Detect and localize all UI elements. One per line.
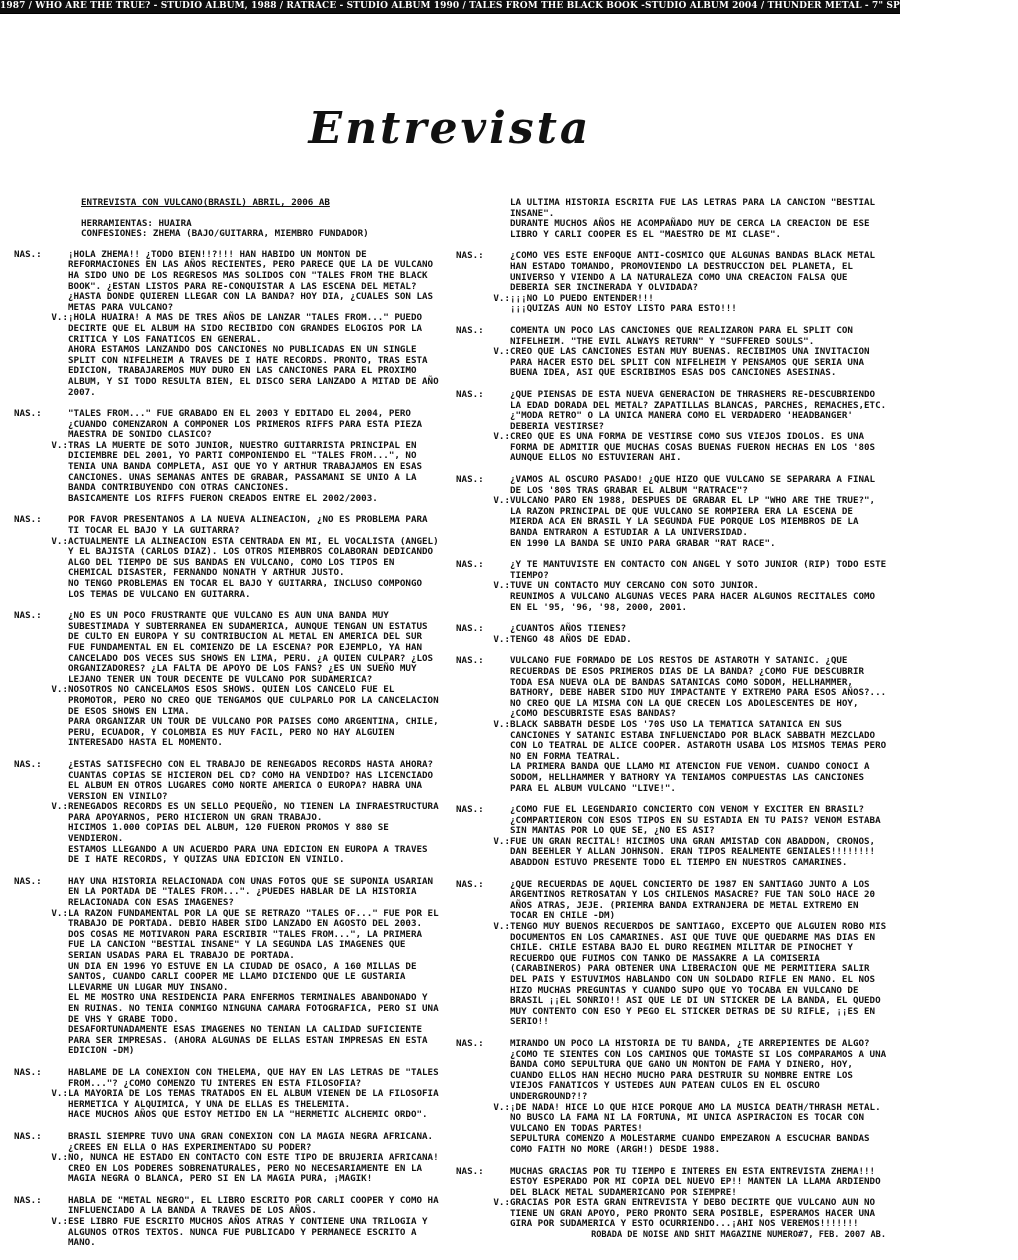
answer-text: TENGO 48 AÑOS DE EDAD. [510,633,632,645]
band-label: V.: [51,535,68,547]
answer-row [456,1103,888,1156]
question-text: ¿QUE PIENSAS DE ESTA NUEVA GENERACION DE THRASHERS RE-DESCUBRIENDO LA EDAD DORADA DEL METAL? ZAPATILLAS BLANCAS, PARCHES, REMACHES,ETC. ¿"MODA RETRO" O LA UNICA MANERA COMO EL VERDADERO 'HEADBANGER' DEBERIA VESTIRSE? [510,388,892,432]
band-label: V.: [51,439,68,451]
right-qa-list [456,250,892,1230]
answer-row [456,1198,888,1230]
band-label: V.: [51,1152,68,1164]
interviewer-label: NAS.: [14,514,42,526]
answer-text: CREO QUE ES UNA FORMA DE VESTIRSE COMO SUS VIEJOS IDOLOS. ES UNA FORMA DE ADMITIR QUE MUCHAS COSAS BUENAS FUERON HECHAS EN LOS '80S AUNQUE ELLOS NO ESTUVIERAN AHI. [510,431,881,464]
answer-text: FUE UN GRAN RECITAL! HICIMOS UNA GRAN AMISTAD CON ABADDON, CRONOS, DAN BEEHLER Y ALLAN JOHNSON. ERAN TIPOS REALMENTE GENIALES!!!!!!!! ABADDON ESTUVO PRESENTE TODO EL TIEMPO EN NUESTROS CAMARINES. [510,835,881,869]
question-row [456,475,888,496]
answer-row [456,347,888,379]
left-column [14,197,445,1260]
question-text: ¿ESTAS SATISFECHO CON EL TRABAJO DE RENEGADOS RECORDS HASTA AHORA? CUANTAS COPIAS SE HICIERON DEL CD? COMO HA VENDIDO? HAS LICENCIADO EL ALBUM EN OTROS LUGARES COMO NORTE AMERICA O EUROPA? HABRA UNA VERSION EN VINILO? [68,758,439,802]
qa-block [456,475,888,549]
source-credit: ROBADA DE NOISE AND SHIT MAGAZINE NUMERO#7, FEB. 2007 AB. [591,1230,886,1240]
band-label: V.: [493,1197,510,1209]
band-label: V.: [51,312,68,324]
answer-row [456,496,888,549]
interviewer-label: NAS.: [456,655,484,667]
answer-text: ACTUALMENTE LA ALINEACION ESTA CENTRADA EN MI, EL VOCALISTA (ANGEL) Y EL BAJISTA (CARLOS DIAZ). LOS OTROS MIEMBROS COLABORAN DEDICANDO ALGO DEL TIEMPO DE SUS BANDAS EN VULCANO, COMO LOS TIPOS EN CHEMICAL DISASTER, FERNANDO NONATH Y ARTHUR JUSTO. NO TENGO PROBLEMAS EN TOCAR EL BAJO Y GUITARRA, INCLUSO COMPONGO LOS TEMAS DE VULCANO EN GUITARRA. [68,535,439,600]
qa-block [14,760,440,866]
question-text: ¡HOLA ZHEMA!! ¿TODO BIEN!!?!!! HAN HABIDO UN MONTON DE REFORMACIONES EN LAS AÑOS RECIENTES, PERO PARECE QUE LA DE VULCANO HA SIDO UNO DE LOS REGRESOS MAS SOLIDOS CON "TALES FROM THE BLACK BOOK". ¿ESTAN LISTOS PARA RE-CONQUISTAR A LAS ESCENA DEL METAL? ¿HASTA DONDE QUIEREN LLEGAR CON LA BANDA? HOY DIA, ¿CUALES SON LAS METAS PARA VULCANO? [68,248,439,313]
band-label: V.: [51,1088,68,1100]
answer-text: VULCANO PARO EN 1988, DESPUES DE GRABAR EL LP "WHO ARE THE TRUE?", LA RAZON PRINCIPAL DE QUE VULCANO SE ROMPIERA ERA LA ESCENA DE MIERDA ACA EN BRASIL Y LA SEGUNDA FUE PORQUE LOS MIEMBROS DE LA BANDA ENTRARON A ESTUDIAR A LA UNIVERSIDAD. EN 1990 LA BANDA SE UNIO PARA GRABAR "RAT RACE". [510,495,876,549]
interviewer-label: NAS.: [14,610,42,622]
question-text: HABLAME DE LA CONEXION CON THELEMA, QUE HAY EN LAS LETRAS DE "TALES FROM..."? ¿COMO COMENZO TU INTERES EN ESTA FILOSOFIA? [68,1066,445,1089]
question-text: ¿VAMOS AL OSCURO PASADO! ¿QUE HIZO QUE VULCANO SE SEPARARA A FINAL DE LOS '80S TRAS GRABAR EL ALBUM "RATRACE"? [510,474,881,496]
answer-row [14,441,440,505]
qa-block [14,409,440,504]
band-label: V.: [493,835,510,847]
question-row [14,877,440,909]
band-label: V.: [493,718,510,730]
interviewer-label: NAS.: [456,324,484,336]
question-text: ¿Y TE MANTUVISTE EN CONTACTO CON ANGEL Y SOTO JUNIOR (RIP) TODO ESTE TIEMPO? [510,559,892,581]
interviewer-label: NAS.: [456,623,484,635]
interviewer-label: NAS.: [456,559,484,571]
question-text: ¿CUANTOS AÑOS TIENES? [510,623,627,635]
interviewer-label: NAS.: [14,875,42,887]
question-text: ¿COMO FUE EL LEGENDARIO CONCIERTO CON VENOM Y EXCITER EN BRASIL? ¿COMPARTIERON CON ESOS TIPOS EN SU ESTADIA EN TU PAIS? VENOM ESTABA SIN MANTAS POR LO QUE SE, ¿NO ES ASI? [510,804,887,837]
interview-header [81,198,440,240]
band-label: V.: [493,921,510,933]
interviewer-label: NAS.: [14,1130,42,1142]
band-label: V.: [493,431,510,443]
interviewer-label: NAS.: [456,388,484,400]
answer-row [456,581,888,613]
question-row [456,1037,892,1103]
interviewer-label: NAS.: [14,758,42,770]
answer-text: RENEGADOS RECORDS ES UN SELLO PEQUEÑO, NO TIENEN LA INFRAESTRUCTURA PARA APOYARNOS, PERO HICIERON UN GRAN TRABAJO. HICIMOS 1.000 COPIAS DEL ALBUM, 120 FUERON PROMOS Y 880 SE VENDIERON. ESTAMOS LLEGANDO A UN ACUERDO PARA UNA EDICION EN EUROPA A TRAVES DE I HATE RECORDS, Y QUIZAS UNA EDICION EN VINILO. [68,801,439,866]
answer-row [14,1217,440,1249]
answer-text: GRACIAS POR ESTA GRAN ENTREVISTA Y DEBO DECIRTE QUE VULCANO AUN NO TIENE UN GRAN APOYO, PERO PRONTO SERA POSIBLE, ESPERAMOS HACER UNA GIRA POR SUDAMERICA Y ESTO OCURRIENDO...¡AHI NOS VEREMOS!!!!!!! [510,1197,881,1230]
interviewer-label: NAS.: [456,878,484,890]
answer-text: LA MAYORIA DE LOS TEMAS TRATADOS EN EL ALBUM VIENEN DE LA FILOSOFIA HERMETICA Y ALQUIMICA, Y UNA DE ELLAS ES THELEMITA. HACE MUCHOS AÑOS QUE ESTOY METIDO EN LA "HERMETIC ALCHEMIC ORDO". [68,1088,439,1121]
answer-row [14,685,440,749]
question-row [14,250,440,314]
answer-row [456,635,888,646]
qa-block [456,388,892,464]
answer-text: CREO QUE LAS CANCIONES ESTAN MUY BUENAS. RECIBIMOS UNA INVITACION PARA HACER ESTO DEL SPLIT CON NIFELHEIM Y PENSAMOS QUE SERIA UNA BUENA IDEA, ASI QUE ESCRIBIMOS ESAS DOS CANCIONES ASESINAS. [510,346,876,379]
question-row [456,655,892,720]
answer-text: TUVE UN CONTACTO MUY CERCANO CON SOTO JUNIOR. REUNIMOS A VULCANO ALGUNAS VECES PARA HACER ALGUNOS RECITALES COMO EN EL '95, '96, '98, 2000, 2001. [510,580,876,613]
question-row [14,1066,445,1089]
answer-text: NO, NUNCA HE ESTADO EN CONTACTO CON ESTE TIPO DE BRUJERIA AFRICANA! CREO EN LOS PODERES SOBRENATURALES, PERO NO NECESARIAMENTE EN LA MAGIA NEGRA O BLANCA, PERO SI EN LA MAGIA PURA, ¡MAGIK! [68,1152,439,1185]
band-label: V.: [51,907,68,919]
answer-row [14,802,440,866]
interview-confessions: CONFESIONES: ZHEMA (BAJO/GUITARRA, MIEMBRO FUNDADOR) [81,228,369,240]
question-row [14,515,440,536]
answer-text: TRAS LA MUERTE DE SOTO JUNIOR, NUESTRO GUITARRISTA PRINCIPAL EN DICIEMBRE DEL 2001, YO PARTI COMPONIENDO EL "TALES FROM...", NO TENIA UNA BANDA COMPLETA, ASI QUE YO Y ARTHUR TRABAJAMOS EN ESAS CANCIONES. UNAS SEMANAS ANTES DE GRABAR, PASSAMANI SE UNIO A LA BANDA CONTRIBUYENDO CON OTRAS CANCIONES. BASICAMENTE LOS RIFFS FUERON CREADOS ENTRE EL 2002/2003. [68,439,423,504]
question-row [14,409,440,441]
qa-block [456,251,888,315]
continuation-text: LA ULTIMA HISTORIA ESCRITA FUE LAS LETRAS PARA LA CANCION "BESTIAL INSANE". DURANTE MUCHOS AÑOS HE ACOMPAÑADO MUY DE CERCA LA CREACION DE ESE LIBRO Y CARLI COOPER ES EL "MAESTRO DE MI CLASE". [510,197,876,240]
interviewer-label: NAS.: [14,248,42,260]
question-text: MUCHAS GRACIAS POR TU TIEMPO E INTERES EN ESTA ENTREVISTA ZHEMA!!! ESTOY ESPERADO POR MI COPIA DEL NUEVO EP!! MANTEN LA LLAMA ARDIENDO DEL BLACK METAL SUDAMERICANO POR SIEMPRE! [510,1165,887,1198]
question-row [456,251,888,293]
answer-row [14,537,440,601]
interview-heading: ENTREVISTA CON VULCANO(BRASIL) ABRIL, 2006 AB [81,197,330,208]
answer-row [456,294,888,315]
band-label: V.: [493,580,510,592]
question-row [456,326,888,347]
question-text: BRASIL SIEMPRE TUVO UNA GRAN CONEXION CON LA MAGIA NEGRA AFRICANA. ¿CREES EN ELLA O HAS EXPERIMENTADO SU PODER? [68,1130,439,1153]
question-text: VULCANO FUE FORMADO DE LOS RESTOS DE ASTAROTH Y SATANIC. ¿QUE RECUERDAS DE ESOS PRIMEROS DIAS DE LA BANDA? ¿COMO FUE DESCUBRIR TODA ESA NUEVA OLA DE BANDAS SATANICAS COMO SODOM, HELLHAMMER, BATHORY, DEBE HABER SIDO MUY IMPACTANTE Y EXTREMO PARA ESOS AÑOS?... NO CREO QUE LA MISMA CON LA QUE CRECEN LOS ADOLESCENTES DE HOY, ¿COMO DESCUBRISTE ESAS BANDAS? [510,655,892,720]
answer-text: ¡DE NADA! HICE LO QUE HICE PORQUE AMO LA MUSICA DEATH/THRASH METAL. NO BUSCO LA FAMA NI LA FORTUNA, MI UNICA ASPIRACION ES TOCAR CON VULCANO EN TODAS PARTES! SEPULTURA COMENZO A MOLESTARME CUANDO EMPEZARON A ESCUCHAR BANDAS COMO FAITH NO MORE (ARGH!) DESDE 1988. [510,1101,881,1155]
question-text: "TALES FROM..." FUE GRABADO EN EL 2003 Y EDITADO EL 2004, PERO ¿CUANDO COMENZARON A COMPONER LOS PRIMEROS RIFFS PARA ESTA PIEZA MAESTRA DE SONIDO CLASICO? [68,408,428,441]
question-text: MIRANDO UN POCO LA HISTORIA DE TU BANDA, ¿TE ARREPIENTES DE ALGO? ¿COMO TE SIENTES CON LOS CAMINOS QUE TOMASTE SI LOS COMPARAMOS A UNA BANDA COMO SEPULTURA QUE GANO UN MONTON DE FAMA Y DINERO, HOY, CUANDO ELLOS HAN HECHO MUCHO PARA DESTRUIR SU NOMBRE ENTRE LOS VIEJOS FANATICOS Y USTEDES AUN PATEAN CULOS EN EL OSCURO UNDERGROUND?!? [510,1037,892,1102]
question-text: ¿COMO VES ESTE ENFOQUE ANTI-COSMICO QUE ALGUNAS BANDAS BLACK METAL HAN ESTADO TOMANDO, PROMOVIENDO LA DESTRUCCION DEL PLANETA, EL UNIVERSO Y VIENDO A LA NATURALEZA COMO UNA CREACION FALSA QUE DEBERIA SER INCINERADA Y OLVIDADA? [510,250,881,294]
question-row [456,880,888,922]
interviewer-label: NAS.: [456,1037,484,1049]
qa-block [456,805,888,869]
interviewer-label: NAS.: [456,474,484,486]
band-label: V.: [51,801,68,813]
question-text: POR FAVOR PRESENTANOS A LA NUEVA ALINEACION, ¿NO ES PROBLEMA PARA TI TOCAR EL BAJO Y LA GUITARRA? [68,514,434,537]
answer-row [456,921,892,1028]
answer-text: ESE LIBRO FUE ESCRITO MUCHOS AÑOS ATRAS Y CONTIENE UNA TRILOGIA Y ALGUNOS OTROS TEXTOS. NUNCA FUE PUBLICADO Y PERMANECE ESCRITO A MANO. [68,1216,434,1249]
answer-row [456,720,888,794]
question-row [14,760,440,802]
qa-block [456,559,892,613]
qa-block [14,250,440,398]
qa-block [14,1132,440,1185]
qa-block [14,877,440,1057]
answer-text: ¡HOLA HUAIRA! A MAS DE TRES AÑOS DE LANZAR "TALES FROM..." PUEDO DECIRTE QUE EL ALBUM HA SIDO RECIBIDO CON GRANDES ELOGIOS POR LA CRITICA Y LOS FANATICOS EN GENERAL. AHORA ESTAMOS LANZANDO DOS CANCIONES NO PUBLICADAS EN UN SINGLE SPLIT CON NIFELHEIM A TRAVES DE I HATE RECORDS. PRONTO, TRAS ESTA EDICION, TRABAJAREMOS MUY DURO EN LAS CANCIONES PARA EL PROXIMO ALBUM, Y SI TODO RESULTA BIEN, EL DISCO SERA LANZADO A MITAD DE AÑO 2007. [68,312,439,398]
qa-block [456,1037,892,1156]
answer-row [14,1153,440,1185]
band-label: V.: [493,1101,510,1113]
band-label: V.: [51,1216,68,1228]
interviewer-label: NAS.: [14,1194,42,1206]
answer-row [456,432,888,464]
question-text: HABLA DE "METAL NEGRO", EL LIBRO ESCRITO POR CARLI COOPER Y COMO HA INFLUENCIADO A LA BANDA A TRAVES DE LOS AÑOS. [68,1194,445,1217]
qa-block [456,878,892,1028]
answer-row [14,1089,440,1121]
answer-text: LA RAZON FUNDAMENTAL POR LA QUE SE RETRAZO "TALES OF..." FUE POR EL TRABAJO DE PORTADA. DEBIO HABER SIDO LANZADO EN AGOSTO DEL 2003. DOS COSAS ME MOTIVARON PARA ESCRIBIR "TALES FROM...", LA PRIMERA FUE LA CANCION "BESTIAL INSANE" Y LA SEGUNDA LAS IMAGENES QUE SERIAN USADAS PARA EL TRABAJO DE PORTADA. UN DIA EN 1996 YO ESTUVE EN LA CIUDAD DE OSACO, A 160 MILLAS DE SANTOS, CUANDO CARLI COOPER ME LLAMO DICIENDO QUE LE GUSTARIA LLEVARME UN LUGAR MUY INSANO. EL ME MOSTRO UNA RESIDENCIA PARA ENFERMOS TERMINALES ABANDONADO Y EN RUINAS. NO TENIA CONMIGO NINGUNA CAMARA FOTOGRAFICA, PERO SI UNA DE VHS Y GRABE TODO. DESAFORTUNADAMENTE ESAS IMAGENES NO TENIAN LA CALIDAD SUFICIENTE PARA SER IMPRESAS. (AHORA ALGUNAS DE ELLAS ESTAN IMPRESAS EN ESTA EDICION -DM) [68,907,439,1057]
band-label: V.: [493,495,510,507]
answer-text: BLACK SABBATH DESDE LOS '70S USO LA TEMATICA SATANICA EN SUS CANCIONES Y SATANIC ESTABA INFLUENCIADO POR BLACK SABBATH MEZCLADO CON LO TEATRAL DE ALICE COOPER. ASTAROTH USABA LOS MISMOS TEMAS PERO NO EN FORMA TEATRAL. LA PRIMERA BANDA QUE LLAMO MI ATENCION FUE VENOM. CUANDO CONOCI A SODOM, HELLHAMMER Y BATHORY YA TENIAMOS COMPUESTAS LAS CANCIONES PARA EL ALBUM VULCANO "LIVE!". [510,718,887,794]
band-label: V.: [493,292,510,304]
question-row [456,388,892,432]
question-text: ¿NO ES UN POCO FRUSTRANTE QUE VULCANO ES AUN UNA BANDA MUY SUBESTIMADA Y SUBTERRANEA EN SUDAMERICA, AUNQUE TENGAN UN ESTATUS DE CULTO EN EUROPA Y SU CONTRIBUCION AL METAL EN AMERICA DEL SUR FUE FUNDAMENTAL EN EL COMIENZO DE LA ESCENA? POR EJEMPLO, YA HAN CANCELADO DOS VECES SUS SHOWS EN LIMA, PERU. ¿A QUIEN CULPAR? ¿LOS ORGANIZADORES? ¿LA FALTA DE APOYO DE LOS FANS? ¿ES UN SUEÑO MUY LEJANO TENER UN TOUR DECENTE DE VULCANO POR SUDAMERICA? [68,610,439,685]
qa-block [456,655,892,794]
question-row [14,1194,445,1217]
interviewer-label: NAS.: [14,1066,42,1078]
question-row [456,559,892,581]
qa-block [14,1066,445,1121]
qa-block [14,515,440,600]
question-row [456,805,888,837]
page-title: Entrevista [308,103,592,154]
qa-block [14,1194,445,1249]
question-text: HAY UNA HISTORIA RELACIONADA CON UNAS FOTOS QUE SE SUPONIA USARIAN EN LA PORTADA DE "TALES FROM...". ¿PUEDES HABLAR DE LA HISTORIA RELACIONADA CON ESAS IMAGENES? [68,875,439,909]
interviewer-label: NAS.: [14,408,42,420]
discography-banner [0,0,1018,14]
answer-row [14,909,440,1057]
answer-text: TENGO MUY BUENOS RECUERDOS DE SANTIAGO, EXCEPTO QUE ALGUIEN ROBO MIS DOCUMENTOS EN LOS CAMARINES. ASI QUE TUVE QUE QUEDARME MAS DIAS EN CHILE. CHILE ESTABA BAJO EL DURO REGIMEN MILITAR DE PINOCHET Y RECUERDO QUE FUIMOS CON TANKO DE MASSAKRE A LA COMISERIA (CARABINEROS) PARA OBTENER UNA LIBERACION QUE ME PERMITIERA SALIR DEL PAIS Y ESTUVIMOS HABLANDO CON UN SOLDADO RIFLE EN MANO. EL NOS HIZO MUCHAS PREGUNTAS Y CUANDO SUPO QUE YO TOCABA EN VULCANO DE BRASIL ¡¡EL SONRIO!! ASI QUE LE DI UN STICKER DE LA BANDA, EL QUEDO MUY CONTENTO CON ESO Y PEGO EL STICKER DETRAS DE SU RIFLE, ¡¡ES EN SERIO!! [510,921,892,1028]
right-column [456,197,892,1241]
band-label: V.: [493,346,510,358]
band-label: V.: [51,684,68,696]
answer-text: NOSOTROS NO CANCELAMOS ESOS SHOWS. QUIEN LOS CANCELO FUE EL PROMOTOR, PERO NO CREO QUE TENGAMOS QUE CULPARLO POR LA CANCELACION DE ESOS SHOWS EN LIMA. PARA ORGANIZAR UN TOUR DE VULCANO POR PAISES COMO ARGENTINA, CHILE, PERU, ECUADOR, Y COLOMBIA ES MUY FACIL, PERO NO HAY ALGUIEN INTERESADO HASTA EL MOMENTO. [68,684,439,749]
band-label: V.: [493,633,510,645]
question-row [14,611,440,685]
answer-text: ¡¡¡NO LO PUEDO ENTENDER!!! ¡¡¡QUIZAS AUN NO ESTOY LISTO PARA ESTO!!! [510,292,737,315]
interview-tools: HERRAMIENTAS: HUAIRA [81,217,192,229]
answer-row [14,313,440,398]
left-qa-list [14,248,445,1249]
question-text: ¿QUE RECUERDAS DE AQUEL CONCIERTO DE 1987 EN SANTIAGO JUNTO A LOS ARGENTINOS RETROSATAN Y LOS CHILENOS MASACRE? FUE TAN SOLO HACE 20 AÑOS ATRAS, JEJE. (PRIEMRA BANDA EXTRANJERA DE METAL EXTREMO EN TOCAR EN CHILE -DM) [510,878,881,922]
question-row [456,1167,888,1199]
question-text: COMENTA UN POCO LAS CANCIONES QUE REALIZARON PARA EL SPLIT CON NIFELHEIM. "THE EVIL ALWAYS RETURN" Y "SUFFERED SOULS". [510,324,859,347]
qa-block [456,624,888,645]
interviewer-label: NAS.: [456,804,484,816]
qa-block [14,611,440,749]
interviewer-label: NAS.: [456,250,484,262]
qa-block [456,1167,888,1231]
question-row [14,1132,440,1153]
qa-block [456,326,888,379]
discography-text: 1987 / WHO ARE THE TRUE? - STUDIO ALBUM, 1988 / RATRACE - STUDIO ALBUM 1990 / TALES FROM THE BLACK BOOK -STUDIO ALBUM 2004 / THUNDER METAL - 7" SPLIT /NIFELHEIM, 2006 [0,1,1018,11]
interviewer-label: NAS.: [456,1165,484,1177]
answer-row [456,837,888,869]
